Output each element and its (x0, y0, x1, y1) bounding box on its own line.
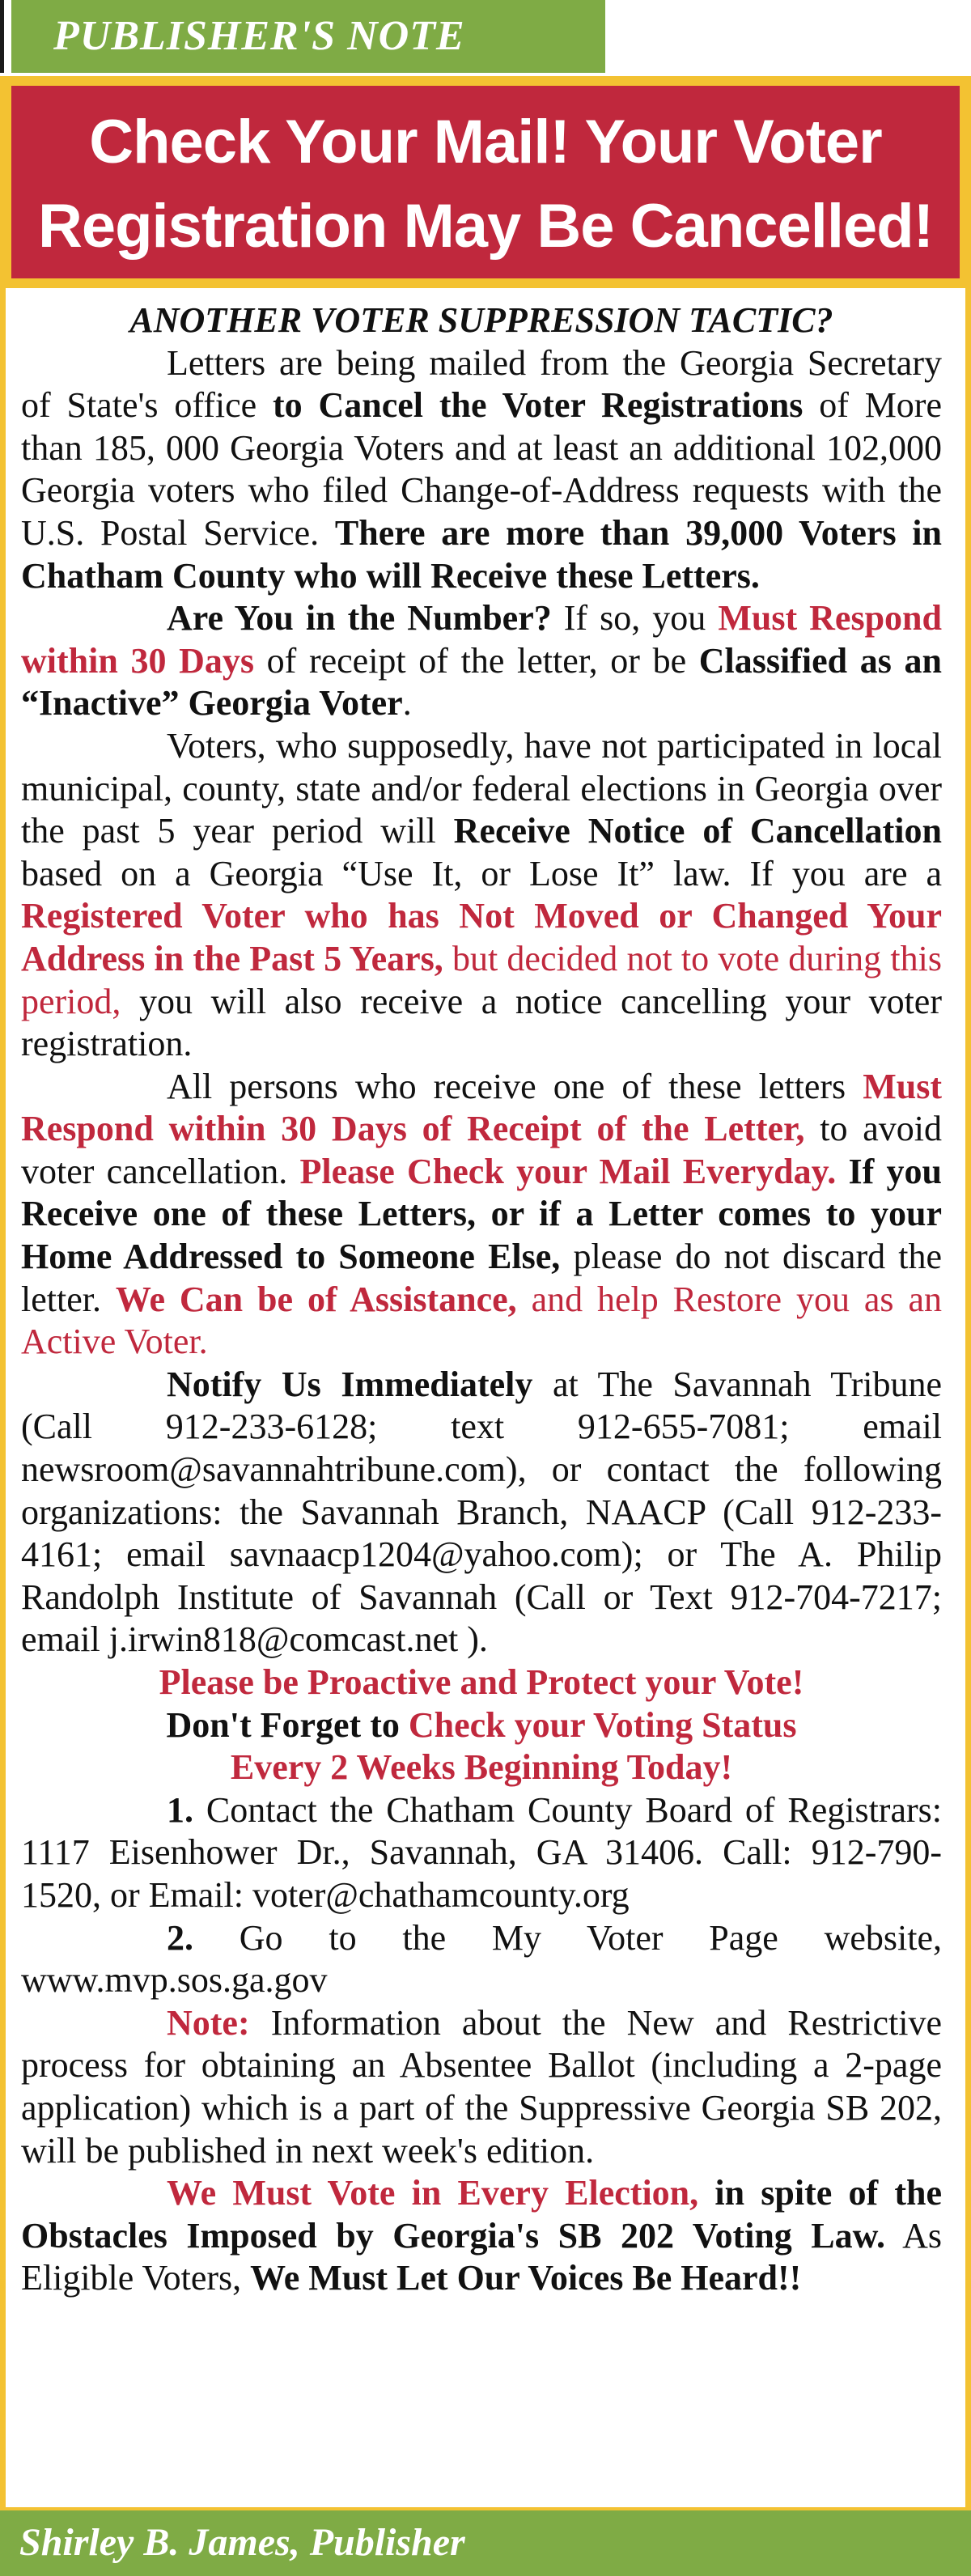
p3-text-e: but decided not to vote during this period, (21, 938, 942, 1021)
closing-paragraph (21, 2172, 942, 2300)
p4-text-c: to avoid voter cancellation. (21, 1109, 942, 1191)
p3-text-f: you will also receive a notice cancelling your voter registration. (21, 981, 942, 1064)
p4-text-h: and help Restore you as an Active Voter. (21, 1279, 942, 1362)
p4-text-a: All persons who receive one of these letters (167, 1066, 863, 1106)
paragraph-3 (21, 725, 942, 1066)
p1-text-b: to Cancel the Voter Registrations (273, 385, 804, 426)
paragraph-4 (21, 1066, 942, 1364)
p2-text-f: . (402, 683, 412, 724)
callout-line-2 (21, 1704, 942, 1747)
headline (11, 86, 960, 278)
p3-text-a: Voters, who supposedly, have not participated in local municipal, county, state and/or federal elections in Georgia over the past 5 year period will (21, 725, 942, 851)
p3-text-b: Receive Notice of Cancellation (453, 811, 942, 851)
subhead: ANOTHER VOTER SUPPRESSION TACTIC? (129, 300, 833, 340)
paragraph-2 (21, 597, 942, 725)
article-body (21, 299, 942, 2300)
p4-text-b: Must Respond within 30 Days of Receipt of the Letter, (21, 1066, 942, 1149)
p2-text-a: Are You in the Number? (167, 598, 552, 639)
list-item-2-number: 2. (167, 1917, 193, 1958)
p3-text-d: Registered Voter who has Not Moved or Changed Your Address in the Past 5 Years, (21, 896, 942, 978)
p1-text-c: of More than 185, 000 Georgia Voters and at least an additional 102,000 Georgia voters who filed Change-of-Address requests with the U.S. Postal Service. (21, 385, 942, 553)
p2-text-b: If so, you (551, 598, 719, 639)
p1-text-a: Letters are being mailed from the Georgia Secretary of State's office (21, 342, 942, 426)
paragraph-1 (21, 342, 942, 598)
closing-text-d: We Must Let Our Voices Be Heard!! (250, 2258, 802, 2298)
p4-text-f: please do not discard the letter. (21, 1237, 942, 1319)
list-item-2 (21, 1917, 942, 2002)
p5-text-b: at The Savannah Tribune (Call 912-233-6128; text 912-655-7081; email newsroom@savannahtribune.com), or contact the following organizations: the Savannah Branch, NAACP (Call 912-233-4161; email savnaacp1204@yahoo.com); or The A. Philip Randolph Institute of Savannah (Call or Text 912-704-7217; email j.irwin818@comcast.net ). (21, 1364, 942, 1660)
callout-line-2a: Don't Forget to (166, 1704, 409, 1745)
p4-text-d: Please Check your Mail Everyday. (299, 1151, 837, 1191)
headline-banner (0, 76, 971, 288)
closing-text-a: We Must Vote in Every Election, (167, 2173, 699, 2213)
note-label: Note: (167, 2002, 250, 2043)
closing-text-c: As Eligible Voters, (21, 2215, 942, 2298)
publisher-signature: Shirley B. James, Publisher (0, 2507, 971, 2576)
list-item-1-number: 1. (167, 1789, 193, 1830)
callout-line-2b: Check your Voting Status (408, 1704, 797, 1745)
closing-text-b: in spite of the Obstacles Imposed by Georgia's SB 202 Voting Law. (21, 2173, 942, 2256)
list-item-1 (21, 1789, 942, 1917)
note-text: Information about the New and Restrictive process for obtaining an Absentee Ballot (including a 2-page application) which is a part of the Suppressive Georgia SB 202, will be published in next week's edition. (21, 2002, 942, 2171)
list-item-2-text: Go to the My Voter Page website, www.mvp.sos.ga.gov (21, 1917, 942, 2001)
p4-text-g: We Can be of Assistance, (115, 1279, 517, 1319)
p5-text-a: Notify Us Immediately (167, 1364, 533, 1404)
note-paragraph (21, 2002, 942, 2172)
headline-line-2: Registration May Be Cancelled! (37, 192, 934, 261)
p2-text-c: Must Respond within 30 Days (21, 598, 942, 681)
p2-text-e: Classified as an “Inactive” Georgia Voter (21, 640, 942, 724)
callout-line-3: Every 2 Weeks Beginning Today! (230, 1747, 733, 1788)
headline-line-1: Check Your Mail! Your Voter (89, 108, 882, 176)
callout-line-1: Please be Proactive and Protect your Vote! (159, 1662, 804, 1702)
list-item-1-text: Contact the Chatham County Board of Registrars: 1117 Eisenhower Dr., Savannah, GA 31406. Call: 912-790-1520, or Email: voter@chathamcounty.org (21, 1789, 942, 1915)
paragraph-5 (21, 1364, 942, 1661)
p4-text-e: If you Receive one of these Letters, or if a Letter comes to your Home Addressed to Someone Else, (21, 1151, 943, 1277)
p3-text-c: based on a Georgia “Use It, or Lose It” law. If you are a (21, 853, 942, 893)
left-rule (0, 0, 4, 73)
p2-text-d: of receipt of the letter, or be (254, 640, 699, 681)
section-kicker: PUBLISHER'S NOTE (11, 0, 605, 73)
p1-text-d: There are more than 39,000 Voters in Chatham County who will Receive these Letters. (21, 512, 942, 596)
